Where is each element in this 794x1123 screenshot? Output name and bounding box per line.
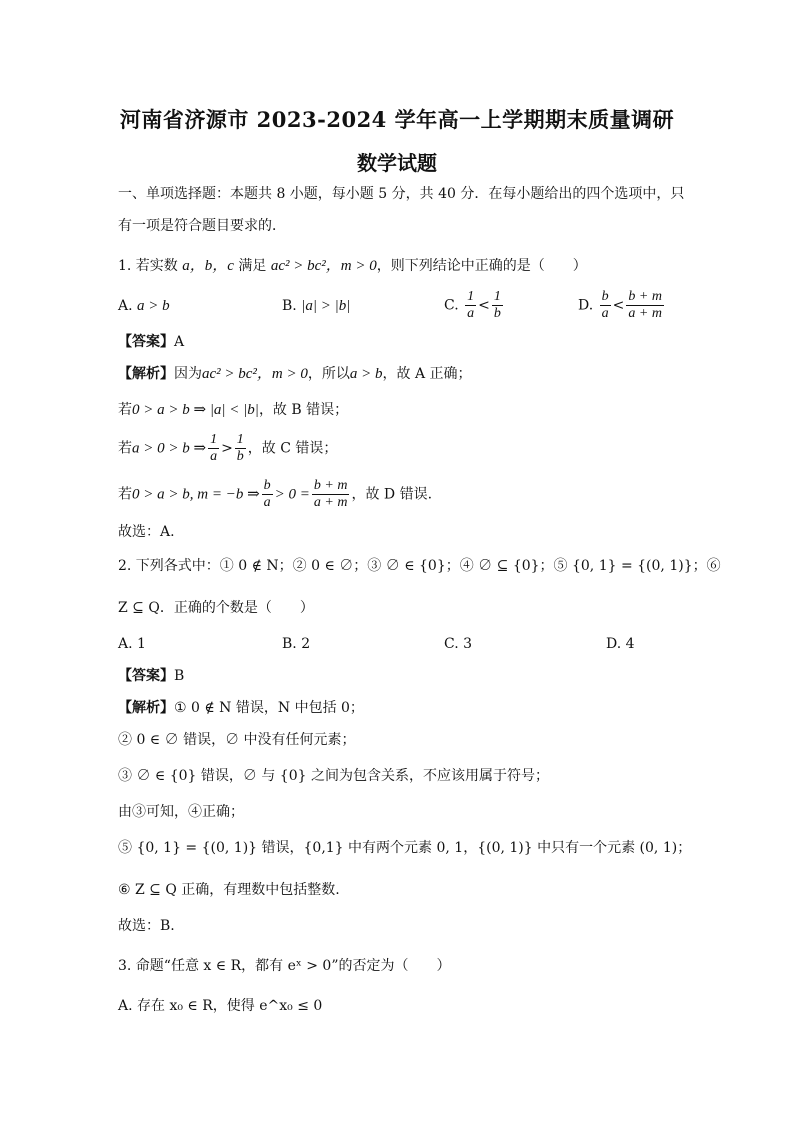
document-title: 河南省济源市 2023-2024 学年高一上学期期末质量调研 — [119, 107, 675, 132]
q1-stem-text2: 满足 — [238, 258, 267, 274]
fraction: $\frac{b}{a}$ — [263, 478, 271, 510]
answer-value: A — [174, 334, 185, 350]
q2-analysis-line6: ⑥ Z ⊆ Q 正确，有理数中包括整数. — [118, 882, 340, 898]
fraction: $\frac{1}{b}$ — [236, 432, 244, 464]
q1-option-b — [282, 296, 350, 316]
fraction: $\frac{1}{b}$ — [493, 289, 501, 321]
q2-choose: 故选：B. — [118, 918, 175, 934]
q1-option-c — [444, 289, 505, 322]
option-label: A. — [118, 298, 133, 314]
q1-option-d — [578, 289, 666, 322]
q2-analysis-line5: ⑤ {0, 1} = {(0, 1)} 错误，{0,1} 中有两个元素 0, 1，{(0, 1)} 中只有一个元素 (0, 1)； — [118, 840, 692, 856]
q1-analysis-line3: 若a > 0 > b ⇒ $\frac{1}{a}$ > $\frac{1}{b}$ ，故 C 错误； — [118, 432, 338, 464]
section-heading-line1: 一、单项选择题：本题共 8 小题，每小题 5 分，共 40 分．在每小题给出的四个选项中，只 — [118, 186, 685, 202]
document-subtitle: 数学试题 — [357, 151, 437, 175]
q2-option-d: D. 4 — [606, 636, 635, 652]
q1-stem-text: 1. 若实数 — [118, 258, 178, 274]
q2-stem-line1: 2. 下列各式中：① 0 ∉ N；② 0 ∈ ∅；③ ∅ ∈ {0}；④ ∅ ⊆ {0}；⑤ {0, 1} = {(0, 1)}；⑥ — [118, 558, 721, 574]
q2-analysis-line1: 【解析】① 0 ∉ N 错误，N 中包括 0； — [118, 700, 364, 716]
q1-stem-vars: a，b，c — [182, 258, 234, 274]
q1-analysis-line4: 若0 > a > b, m = −b ⇒ $\frac{b}{a}$ > 0 = $\frac{b + m}{a + m}$ ，故 D 错误. — [118, 478, 433, 510]
fraction: $\frac{b + m}{a + m}$ — [628, 289, 662, 321]
q1-analysis-line1: 【解析】因为ac² > bc²，m > 0，所以a > b，故 A 正确； — [118, 366, 472, 382]
operator: < — [612, 297, 625, 314]
q2-answer — [118, 666, 184, 686]
fraction: $\frac{1}{a}$ — [467, 289, 475, 321]
fraction: $\frac{b}{a}$ — [601, 289, 609, 321]
q1-answer — [118, 332, 184, 352]
q2-option-a: A. 1 — [118, 636, 146, 652]
q1-stem-text3: ，则下列结论中正确的是（ ） — [376, 258, 587, 274]
q1-analysis-line2: 若0 > a > b ⇒ |a| < |b|，故 B 错误； — [118, 402, 349, 418]
q2-analysis-line4: 由③可知，④正确； — [118, 804, 244, 820]
option-math: |a| > |b| — [301, 298, 351, 314]
q2-option-b: B. 2 — [282, 636, 311, 652]
section-heading-line2: 有一项是符合题目要求的． — [118, 218, 286, 234]
answer-tag: 【答案】 — [118, 334, 174, 350]
q1-option-a — [118, 296, 170, 316]
option-label: B. — [282, 298, 297, 314]
q1-choose: 故选：A. — [118, 524, 175, 540]
analysis-tag: 【解析】 — [118, 700, 174, 716]
q2-stem-line2: Z ⊆ Q．正确的个数是（ ） — [118, 600, 314, 616]
q2-analysis-line3: ③ ∅ ∈ {0} 错误，∅ 与 {0} 之间为包含关系，不应该用属于符号； — [118, 768, 549, 784]
q1-stem — [118, 256, 587, 276]
q3-stem: 3. 命题“任意 x ∈ R，都有 eˣ > 0”的否定为（ ） — [118, 958, 451, 974]
q1-stem-condition: ac² > bc²，m > 0 — [270, 258, 377, 274]
operator: < — [478, 297, 490, 314]
analysis-tag: 【解析】 — [118, 366, 174, 382]
q2-analysis-line2: ② 0 ∈ ∅ 错误，∅ 中没有任何元素； — [118, 732, 356, 748]
q3-option-a: A. 存在 x₀ ∈ R，使得 e^x₀ ≤ 0 — [118, 998, 323, 1014]
option-math: a > b — [137, 298, 170, 314]
fraction: $\frac{b + m}{a + m}$ — [313, 478, 348, 510]
answer-tag: 【答案】 — [118, 668, 174, 684]
fraction: $\frac{1}{a}$ — [210, 432, 218, 464]
option-label: C. — [444, 297, 459, 314]
answer-value: B — [174, 668, 185, 684]
q2-option-c: C. 3 — [444, 636, 473, 652]
option-label: D. — [578, 297, 594, 314]
